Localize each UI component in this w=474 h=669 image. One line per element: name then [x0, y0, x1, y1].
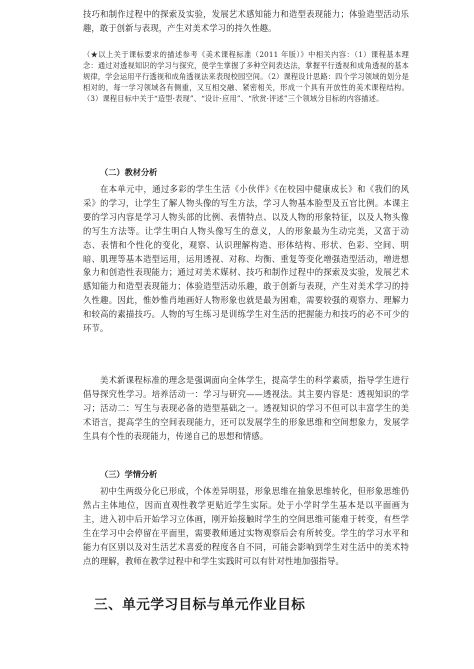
- section-heading-learner-analysis: （三）学情分析: [100, 469, 158, 479]
- section-heading-textbook-analysis: （二）教材分析: [100, 167, 158, 177]
- learner-analysis-paragraph: 初中生两级分化已形成，个体差异明显，形象思维在抽象思维转化，但形象思维仍然占主体地位，因而直观性教学更贴近学生实际。处于小学时学生基本是以平面画为主，进入初中后开始学习立体画，刚开始接触时学生的空间思维可能难于转变，有些学生在学习中会停留在平面里，需要教师通过实物观察后会有所转变。学生的学习水平和能力有区别以及对生活艺术喜爱的程度各自不同，可能会影响到学生对生活中的美术特点的理解，教师在教学过程中和学生实践时可以有针对性地加强指导。: [83, 486, 409, 566]
- curriculum-standard-note: （★以上关于课标要求的描述参考《美术课程标准（2011 年版）》中相关内容：（1）课程基本理念：通过对透视知识的学习与探究，使学生掌握了多种空间表达法，掌握平行透视和成角透视的基本规律，学会运用平行透视和成角透视法来表现校园空间。（2）课程设计思路：四个学习领域的划分是相对的，每一学习领域各有侧重，又互相交融、紧密相关，形成一个具有开放性的美术课程结构。（3）课程目标中关于“造型·表现”、“设计·应用”、“欣赏·评述”三个领域分目标的内容描述。: [83, 50, 409, 104]
- textbook-analysis-paragraph-1: 在本单元中，通过多彩的学生生活《小伙伴》《在校园中健康成长》和《我们的风采》的学习，让学生了解人物头像的写生方法，学习人物基本脸型及五官比例。本课主要的学习内容是学习人物头部的比例、表情特点、以及人物的形象特征，以及人物头像的写生方法等。让学生明白人物头像写生的意义，人的形象最为生动完美，又富于动态、表情和个性化的变化，观察、认识理解构造、形体结构、形状、色彩、空间、明暗、肌理等基本造型运用，运用透视、对称、均衡、重复等变化增强造型活动，增进想象力和创造性表现能力；通过对美术媒材、技巧和制作过程中的探索及实验，发展艺术感知能力和造型表现能力；体验造型活动乐趣，敢于创新与表现，产生对美术学习的持久性趣。因此，惟妙惟肖地画好人物形象也就是最为困难，需要较强的观察力、理解力和较高的素描技巧。人物的写生练习是训练学生对生活的把握能力和技巧的必不可少的环节。: [83, 184, 409, 334]
- textbook-analysis-paragraph-2: 美术新课程标准的理念是强调面向全体学生，提高学生的科学素质，指导学生进行倡导探究性学习。培养活动一：学习与研究——透视法。其主要内容是：透视知识的学习；活动二：写生与表现必备的造型基础之一。透视知识的学习不但可以丰富学生的美术语言，提高学生的空间表现能力，还可以发展学生的形象思维和空间想象力，发展学生具有个性的表现能力，传递自己的思想和情感。: [83, 375, 409, 441]
- chapter-title: 三、单元学习目标与单元作业目标: [94, 597, 306, 613]
- intro-paragraph: 技巧和制作过程中的探索及实验，发展艺术感知能力和造型表现能力；体验造型活动乐趣，敢于创新与表现，产生对美术学习的持久性趣。: [83, 9, 409, 33]
